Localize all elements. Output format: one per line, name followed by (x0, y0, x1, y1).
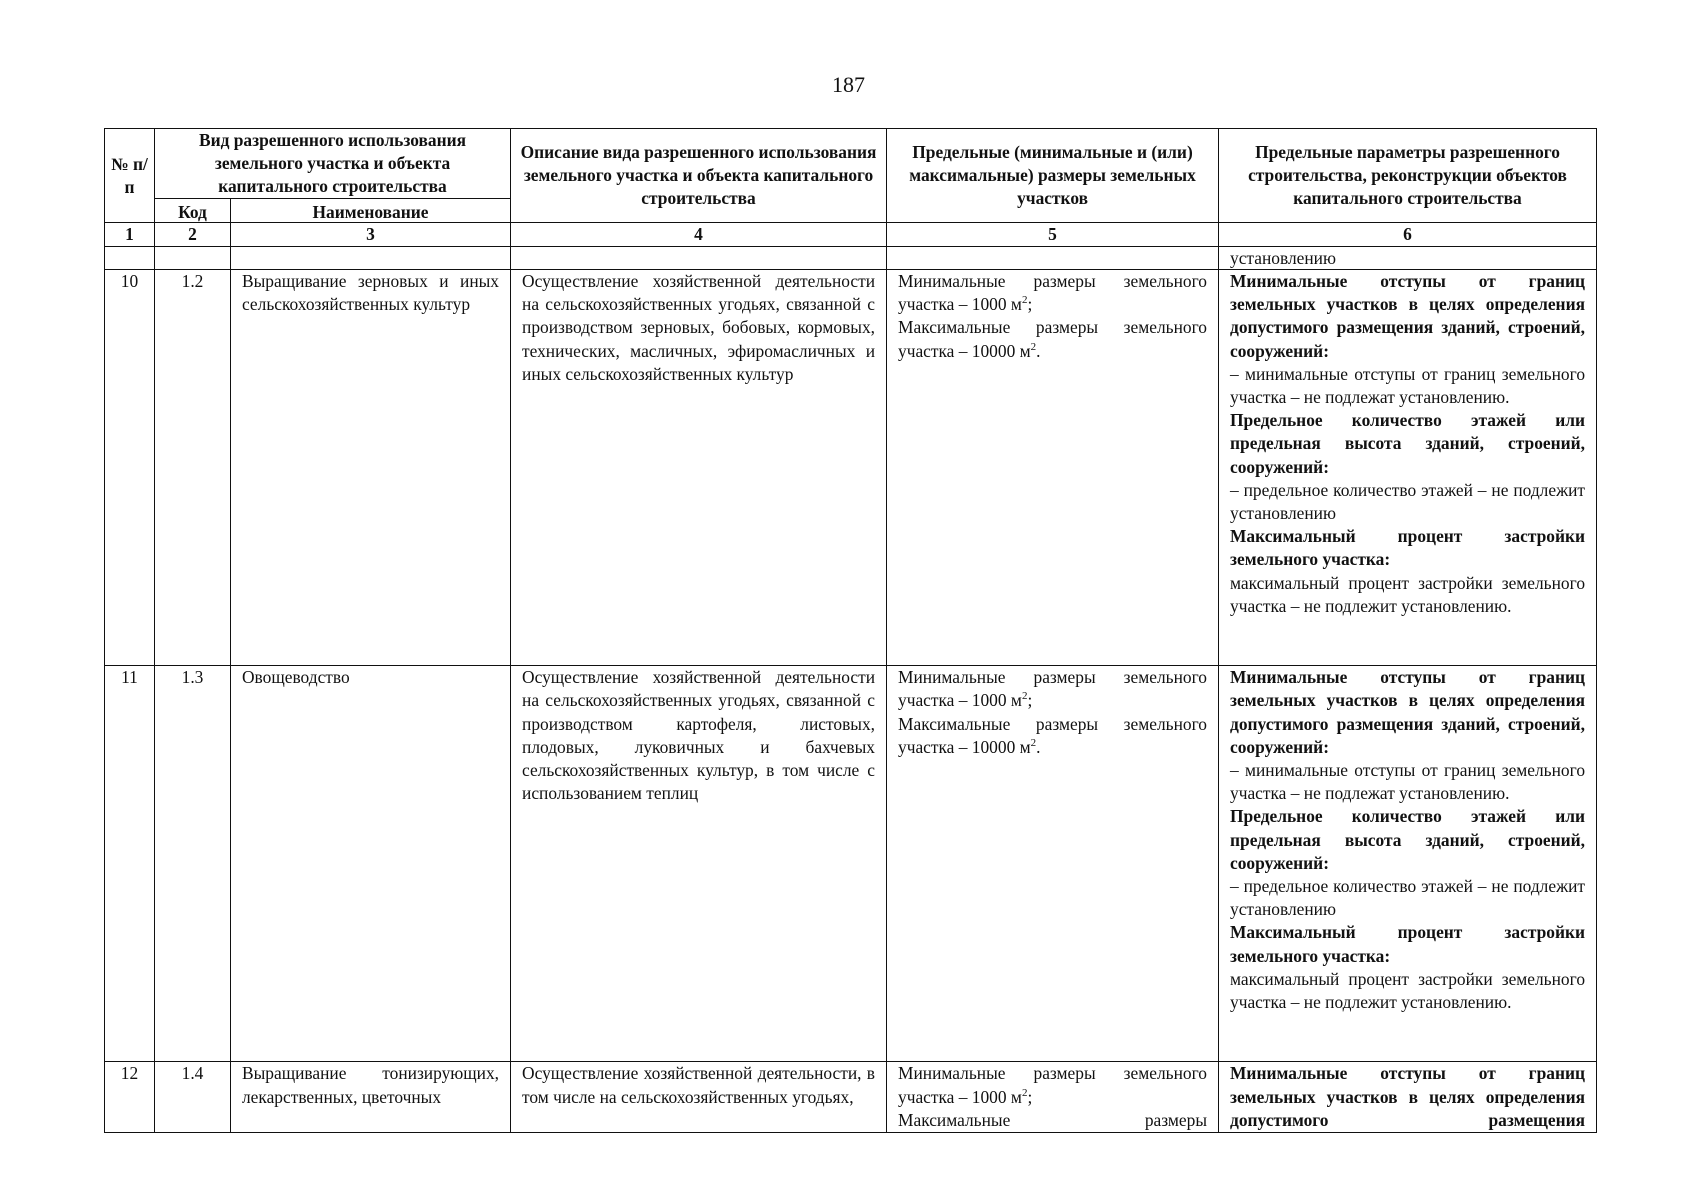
table-row (105, 1062, 1597, 1133)
params-setback-text: – минимальные отступы от границ земельного участка – не подлежат установлению. (1230, 363, 1586, 408)
table-row (105, 666, 1597, 1062)
superscript: 2 (1030, 340, 1037, 353)
params-floors-text: – предельное количество этажей – не подлежит установлению (1230, 875, 1586, 920)
size-max-text: Максимальные размеры (898, 1109, 1208, 1130)
column-number: 6 (1219, 223, 1597, 247)
column-number-row (105, 223, 1597, 247)
row-description: Осуществление хозяйственной деятельности на сельскохозяйственных угодьях, связанной с производством картофеля, листовых, плодовых, луковичных и бахчевых сельскохозяйственных культур, в том числе с использованием теплиц (511, 666, 887, 1062)
row-params (1219, 1062, 1597, 1133)
header-sizes: Предельные (минимальные и (или) максимальные) размеры земельных участков (887, 129, 1219, 223)
row-sizes: Минимальные размеры земельного участка – 1000 $м^2$; Максимальные размеры земельного участка – 10000 $м^2$. (887, 666, 1219, 1062)
params-floors-text: – предельное количество этажей – не подлежит установлению (1230, 479, 1586, 524)
superscript: 2 (1021, 1086, 1028, 1099)
params-coverage-text: максимальный процент застройки земельного участка – не подлежит установлению. (1230, 968, 1586, 1012)
size-min-text: Минимальные размеры земельного участка – 1000 м (898, 271, 1208, 315)
row-sizes: Минимальные размеры земельного участка – 1000 $м^2$; Максимальные размеры (887, 1062, 1219, 1133)
page-number: 187 (832, 72, 865, 97)
row-code: 1.2 (155, 270, 231, 666)
row-params (1219, 270, 1597, 666)
row-name: Выращивание зерновых и иных сельскохозяйственных культур (231, 270, 511, 666)
row-description: Осуществление хозяйственной деятельности, в том числе на сельскохозяйственных угодьях, (511, 1062, 887, 1133)
header-code: Код (155, 199, 231, 223)
params-floors-heading: Предельное количество этажей или предельная высота зданий, строений, сооружений: (1230, 806, 1586, 873)
superscript: 2 (1021, 690, 1028, 703)
superscript: 2 (1030, 736, 1037, 749)
row-number: 12 (105, 1062, 155, 1133)
row-params (1219, 666, 1597, 1062)
row-name: Выращивание тонизирующих, лекарственных, цветочных (231, 1062, 511, 1133)
params-setback-text: – минимальные отступы от границ земельного участка – не подлежат установлению. (1230, 759, 1586, 804)
row-number: 10 (105, 270, 155, 666)
land-use-table (104, 128, 1597, 1133)
column-number: 4 (511, 223, 887, 247)
continuation-row (105, 247, 1597, 270)
params-floors-heading: Предельное количество этажей или предельная высота зданий, строений, сооружений: (1230, 410, 1586, 477)
params-setback-heading: Минимальные отступы от границ земельных участков в целях определения допустимого размещения зданий, строений, сооружений: (1230, 667, 1586, 757)
column-number: 1 (105, 223, 155, 247)
size-min-text: Минимальные размеры земельного участка – 1000 м (898, 1063, 1208, 1107)
superscript: 2 (1021, 294, 1028, 307)
column-number: 5 (887, 223, 1219, 247)
table-header-row (105, 129, 1597, 199)
header-params: Предельные параметры разрешенного строительства, реконструкции объектов капитального строительства (1219, 129, 1597, 223)
row-sizes: Минимальные размеры земельного участка – 1000 $м^2$; Максимальные размеры земельного участка – 10000 $м^2$. (887, 270, 1219, 666)
params-setback-heading: Минимальные отступы от границ земельных участков в целях определения допустимого размещения зданий, строений, сооружений: (1230, 271, 1586, 361)
row-code: 1.4 (155, 1062, 231, 1133)
header-name: Наименование (231, 199, 511, 223)
row-description: Осуществление хозяйственной деятельности на сельскохозяйственных угодьях, связанной с производством зерновых, бобовых, кормовых, технических, масличных, эфиромасличных и иных сельскохозяйственных культур (511, 270, 887, 666)
size-min-text: Минимальные размеры земельного участка – 1000 м (898, 667, 1208, 711)
table-row (105, 270, 1597, 666)
params-coverage-text: максимальный процент застройки земельного участка – не подлежит установлению. (1230, 572, 1586, 616)
params-setback-heading: Минимальные отступы от границ земельных участков в целях определения допустимого размещения (1230, 1063, 1586, 1130)
params-coverage-heading: Максимальный процент застройки земельного участка: (1230, 922, 1586, 966)
row-code: 1.3 (155, 666, 231, 1062)
row-name: Овощеводство (231, 666, 511, 1062)
params-coverage-heading: Максимальный процент застройки земельного участка: (1230, 526, 1586, 570)
row-number: 11 (105, 666, 155, 1062)
header-desc: Описание вида разрешенного использования земельного участка и объекта капитального строительства (511, 129, 887, 223)
size-max-text: Максимальные размеры земельного участка – 10000 м (898, 713, 1208, 757)
column-number: 3 (231, 223, 511, 247)
header-no: № п/п (105, 129, 155, 223)
continuation-text: установлению (1219, 247, 1597, 270)
column-number: 2 (155, 223, 231, 247)
header-vid: Вид разрешенного использования земельного участка и объекта капитального строительства (155, 129, 511, 199)
size-max-text: Максимальные размеры земельного участка – 10000 м (898, 317, 1208, 361)
